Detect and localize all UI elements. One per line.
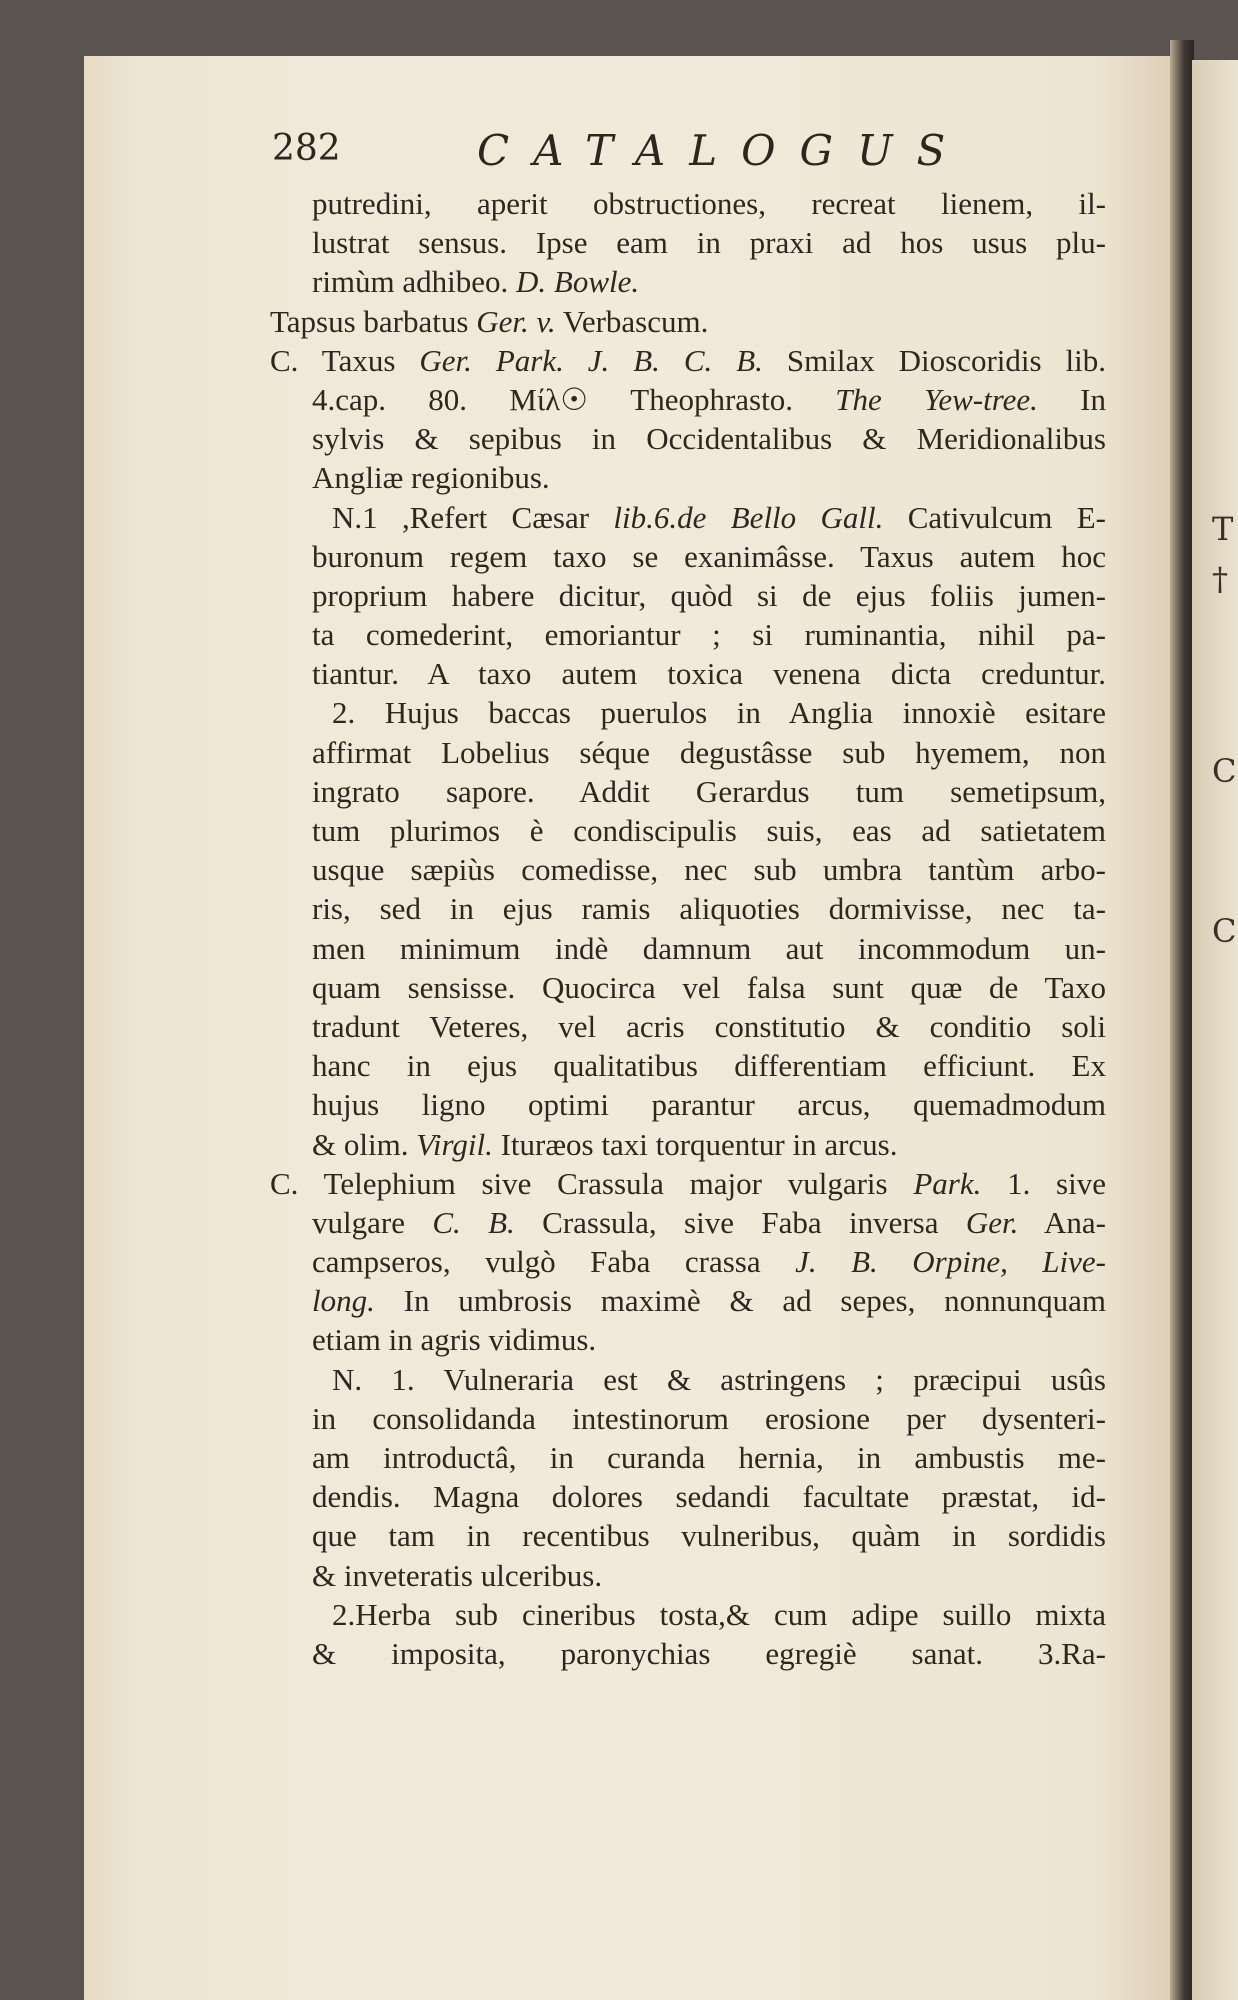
text-run: C. Taxus (270, 342, 420, 378)
text-line (270, 1007, 1106, 1046)
book-gutter (1170, 40, 1194, 2000)
italic-text: The Yew-tree. (835, 381, 1038, 417)
text-run: affirmat Lobelius séque degustâsse sub hyemem, non (312, 734, 1106, 770)
text-line (270, 302, 1106, 341)
text-run: 2. Hujus baccas puerulos in Anglia innoxiè esitare (332, 695, 1106, 731)
text-run: Crassula, sive Faba inversa (514, 1204, 966, 1240)
facing-page-dagger: † (1212, 560, 1228, 598)
text-line (270, 1281, 1106, 1320)
italic-text: Virgil. (416, 1126, 493, 1162)
text-run: vulgare (312, 1204, 433, 1240)
text-run: sylvis & sepibus in Occidentalibus & Meridionalibus (312, 421, 1106, 457)
body-text (270, 184, 1106, 1673)
text-run: & inveteratis ulceribus. (312, 1557, 603, 1593)
text-run: dendis. Magna dolores sedandi facultate præstat, id- (312, 1479, 1106, 1515)
text-run: N.1 ,Refert Cæsar (332, 499, 614, 535)
text-run: campseros, vulgò Faba crassa (312, 1244, 796, 1280)
text-run: 2.Herba sub cineribus tosta,& cum adipe suillo mixta (332, 1596, 1106, 1632)
text-line (270, 929, 1106, 968)
text-line (270, 1516, 1106, 1555)
text-line (270, 693, 1106, 732)
text-line (270, 498, 1106, 537)
text-run: usque sæpiùs comedisse, nec sub umbra tantùm arbo- (312, 852, 1106, 888)
text-line (270, 262, 1106, 301)
text-run: ta comederint, emoriantur ; si ruminantia, nihil pa- (312, 617, 1106, 653)
text-run: tum plurimos è condiscipulis suis, eas ad satietatem (312, 813, 1106, 848)
facing-page-edge (1192, 60, 1238, 2000)
text-run: Tapsus barbatus (270, 303, 477, 339)
text-line (270, 1125, 1106, 1164)
text-line (270, 184, 1106, 223)
text-line (270, 576, 1106, 615)
text-line (270, 1477, 1106, 1516)
text-run: 4.cap. 80. Μίλ☉ Theophrasto. (312, 381, 836, 417)
text-line (270, 811, 1106, 850)
italic-text: Park. (913, 1165, 982, 1201)
facing-page-letter: T (1212, 510, 1234, 548)
text-line (270, 1399, 1106, 1438)
text-line (270, 968, 1106, 1007)
text-run: Verbascum. (555, 303, 709, 339)
text-line (270, 1634, 1106, 1673)
italic-text: long. (312, 1283, 375, 1319)
italic-text: J. B. Orpine, Live- (795, 1244, 1106, 1280)
text-line (270, 458, 1106, 497)
text-run: Smilax Dioscoridis lib. (762, 342, 1107, 378)
text-line (270, 537, 1106, 576)
text-run: N. 1. Vulneraria est & astringens ; præcipui usûs (332, 1361, 1106, 1397)
text-line (270, 1085, 1106, 1124)
text-line (270, 1242, 1106, 1281)
text-line (270, 654, 1106, 693)
text-run: etiam in agris vidimus. (312, 1322, 597, 1358)
text-line (270, 380, 1106, 419)
text-run: lustrat sensus. Ipse eam in praxi ad hos usus plu- (312, 225, 1106, 261)
text-run: in consolidanda intestinorum erosione per dysenteri- (312, 1400, 1106, 1436)
page-number: 282 (272, 128, 341, 169)
text-run: In (1037, 381, 1106, 417)
italic-text: Ger. (965, 1204, 1019, 1240)
text-line (270, 1164, 1106, 1203)
text-run: quam sensisse. Quocirca vel falsa sunt quæ de Taxo (312, 969, 1106, 1005)
text-line (270, 850, 1106, 889)
text-run: 1. sive (981, 1165, 1106, 1201)
text-run: In umbrosis maximè & ad sepes, nonnunquam (374, 1283, 1106, 1319)
text-run: C. Telephium sive Crassula major vulgaris (270, 1165, 914, 1201)
text-line (270, 615, 1106, 654)
text-run: hujus ligno optimi parantur arcus, quemadmodum (312, 1087, 1106, 1123)
text-run: ris, sed in ejus ramis aliquoties dormivisse, nec ta- (312, 891, 1106, 927)
text-run: tiantur. A taxo autem toxica venena dicta creduntur. (312, 656, 1106, 692)
text-line (270, 1595, 1106, 1634)
text-run: putredini, aperit obstructiones, recreat lienem, il- (312, 186, 1106, 221)
italic-text: D. Bowle. (516, 264, 640, 300)
text-run: tradunt Veteres, vel acris constitutio & conditio soli (312, 1008, 1106, 1044)
text-line (270, 889, 1106, 928)
text-line (270, 1438, 1106, 1477)
text-line (270, 772, 1106, 811)
text-line (270, 223, 1106, 262)
text-line (270, 1556, 1106, 1595)
text-run: & olim. (312, 1126, 417, 1162)
text-run: Ituræos taxi torquentur in arcus. (492, 1126, 898, 1162)
text-line (270, 1320, 1106, 1359)
text-run: Ana- (1018, 1204, 1106, 1240)
facing-page-letter: C (1212, 752, 1237, 790)
text-line (270, 1046, 1106, 1085)
text-run: proprium habere dicitur, quòd si de ejus foliis jumen- (312, 577, 1106, 613)
text-run: rimùm adhibeo. (312, 264, 517, 300)
italic-text: Ger. v. (476, 303, 556, 339)
running-head (272, 128, 1112, 178)
text-run: am introductâ, in curanda hernia, in ambustis me- (312, 1440, 1106, 1475)
page-title: CATALOGUS (477, 126, 970, 175)
text-run: & imposita, paronychias egregiè sanat. 3.Ra- (312, 1635, 1106, 1671)
text-run: hanc in ejus qualitatibus differentiam efficiunt. Ex (312, 1048, 1106, 1084)
text-run: Cativulcum E- (883, 499, 1107, 535)
facing-page-letter: C (1212, 912, 1237, 950)
italic-text: lib.6.de Bello Gall. (613, 499, 884, 535)
text-line (270, 1360, 1106, 1399)
italic-text: C. B. (432, 1204, 515, 1240)
text-run: Angliæ regionibus. (312, 460, 550, 496)
text-line (270, 341, 1106, 380)
text-run: ingrato sapore. Addit Gerardus tum semetipsum, (312, 773, 1106, 809)
text-run: men minimum indè damnum aut incommodum un- (312, 930, 1106, 966)
text-line (270, 1203, 1106, 1242)
text-line (270, 419, 1106, 458)
italic-text: Ger. Park. J. B. C. B. (419, 342, 763, 378)
text-run: buronum regem taxo se exanimâsse. Taxus autem hoc (312, 538, 1106, 574)
text-run: que tam in recentibus vulneribus, quàm in sordidis (312, 1518, 1106, 1554)
text-line (270, 733, 1106, 772)
